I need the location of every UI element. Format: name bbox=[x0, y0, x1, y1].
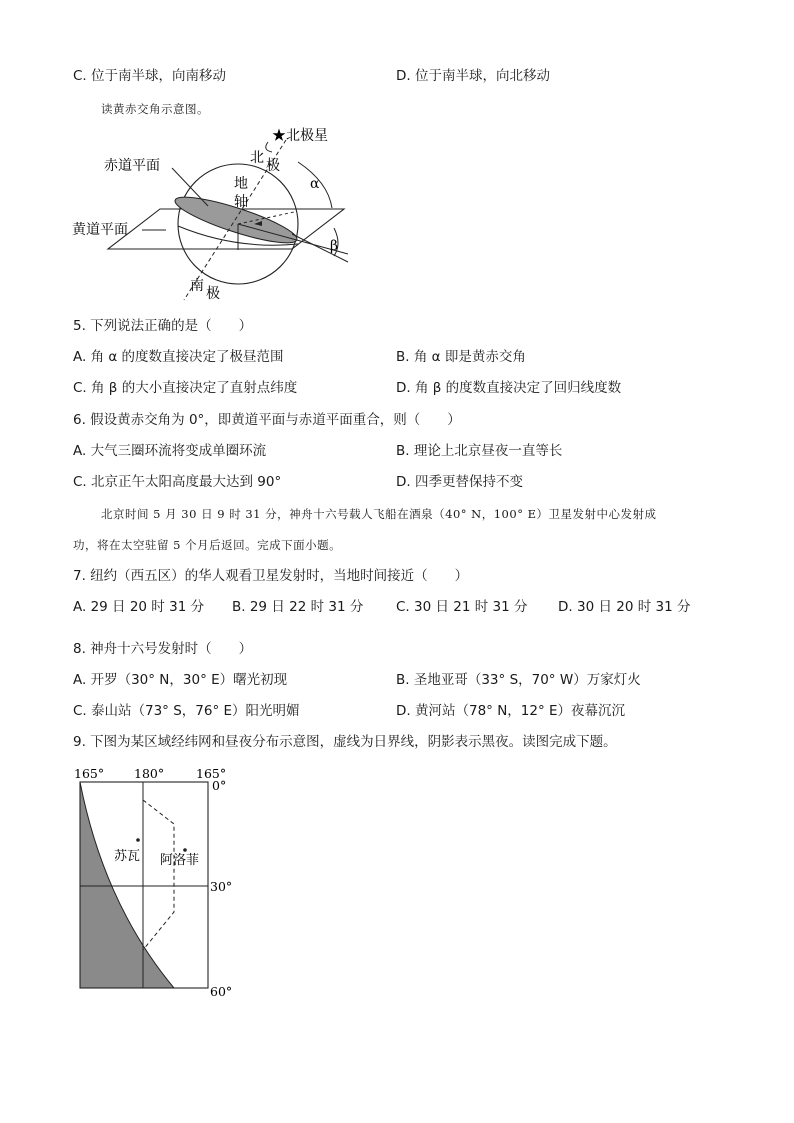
north-star-label: ★北极星 bbox=[272, 128, 328, 144]
q7-stem: 7. 纽约（西五区）的华人观看卫星发射时，当地时间接近（ ） bbox=[73, 568, 469, 584]
axis-label-2: 轴 bbox=[234, 194, 248, 210]
axis-label-1: 地 bbox=[234, 176, 248, 192]
alofi-label: 阿洛菲 bbox=[160, 853, 200, 868]
q5-option-a: A. 角 α 的度数直接决定了极昼范围 bbox=[73, 349, 284, 365]
passage-line2: 功，将在太空驻留 5 个月后返回。完成下面小题。 bbox=[73, 538, 342, 552]
q4-option-d: D. 位于南半球，向北移动 bbox=[396, 68, 550, 84]
q8-option-d: D. 黄河站（78° N，12° E）夜幕沉沉 bbox=[396, 703, 626, 719]
q8-option-c: C. 泰山站（73° S，76° E）阳光明媚 bbox=[73, 703, 300, 719]
north-pole-label-1: 北 bbox=[250, 150, 264, 166]
obliquity-diagram bbox=[66, 122, 366, 304]
alofi-dot bbox=[183, 848, 187, 852]
lon-mid-label: 180° bbox=[134, 766, 165, 781]
equator-plane-label: 赤道平面 bbox=[104, 158, 160, 174]
q6-option-c: C. 北京正午太阳高度最大达到 90° bbox=[73, 474, 282, 490]
q6-option-a: A. 大气三圈环流将变成单圈环流 bbox=[73, 443, 267, 459]
beta-label: β bbox=[330, 238, 339, 254]
q7-option-d: D. 30 日 20 时 31 分 bbox=[558, 599, 691, 615]
q7-option-c: C. 30 日 21 时 31 分 bbox=[396, 599, 528, 615]
q7-option-b: B. 29 日 22 时 31 分 bbox=[232, 599, 364, 615]
international-date-line bbox=[143, 800, 174, 950]
q6-option-d: D. 四季更替保持不变 bbox=[396, 474, 523, 490]
equator-line bbox=[292, 234, 348, 262]
lat-bottom-label: 60° bbox=[210, 984, 233, 999]
suva-dot bbox=[136, 838, 140, 842]
q5-option-c: C. 角 β 的大小直接决定了直射点纬度 bbox=[73, 380, 298, 396]
lon-right-label: 165° bbox=[196, 766, 227, 781]
south-pole-label-1: 南 bbox=[190, 278, 204, 294]
alpha-label: α bbox=[310, 176, 320, 192]
north-pole-label-2: 极 bbox=[266, 158, 280, 174]
lon-left-label: 165° bbox=[74, 766, 105, 781]
suva-label: 苏瓦 bbox=[114, 849, 141, 864]
q6-stem: 6. 假设黄赤交角为 0°，即黄道平面与赤道平面重合，则（ ） bbox=[73, 412, 461, 428]
q6-option-b: B. 理论上北京昼夜一直等长 bbox=[396, 443, 563, 459]
south-pole-label-2: 极 bbox=[206, 286, 220, 302]
ecliptic-plane-label: 黄道平面 bbox=[72, 222, 128, 238]
q5-stem: 5. 下列说法正确的是（ ） bbox=[73, 318, 253, 334]
q8-option-b: B. 圣地亚哥（33° S，70° W）万家灯火 bbox=[396, 672, 641, 688]
daynight-map bbox=[70, 764, 240, 1000]
q8-stem: 8. 神舟十六号发射时（ ） bbox=[73, 641, 253, 657]
q5-option-b: B. 角 α 即是黄赤交角 bbox=[396, 349, 526, 365]
q5-option-d: D. 角 β 的度数直接决定了回归线度数 bbox=[396, 380, 622, 396]
figure1-intro: 读黄赤交角示意图。 bbox=[101, 102, 209, 116]
q9-stem: 9. 下图为某区域经纬网和昼夜分布示意图，虚线为日界线，阴影表示黑夜。读图完成下题。 bbox=[73, 734, 617, 750]
lat-mid-label: 30° bbox=[210, 879, 233, 894]
q4-option-c: C. 位于南半球，向南移动 bbox=[73, 68, 227, 84]
q7-option-a: A. 29 日 20 时 31 分 bbox=[73, 599, 205, 615]
q8-option-a: A. 开罗（30° N，30° E）曙光初现 bbox=[73, 672, 288, 688]
passage-line1: 北京时间 5 月 30 日 9 时 31 分，神舟十六号载人飞船在酒泉（40° N，100° E）卫星发射中心发射成 bbox=[101, 507, 657, 521]
lat-top-label: 0° bbox=[212, 778, 227, 793]
